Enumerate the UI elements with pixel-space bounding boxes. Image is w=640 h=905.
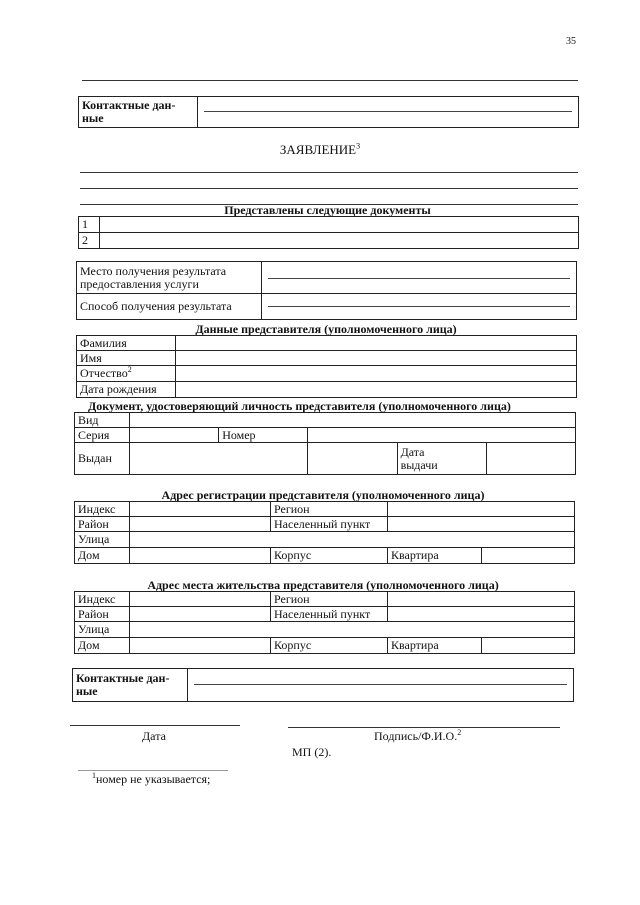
birthdate-label: Дата рождения — [77, 382, 176, 398]
document-row-field[interactable] — [100, 233, 579, 249]
res-district-field[interactable] — [130, 607, 271, 622]
contacts-bottom-table — [72, 668, 574, 702]
reg-street-label: Улица — [75, 532, 130, 548]
res-building-label: Корпус — [271, 638, 388, 654]
residence-address-caption: Адрес места жительства представителя (уполномоченного лица) — [147, 578, 499, 592]
id-issued-field-extra[interactable] — [308, 443, 397, 475]
res-house-label: Дом — [75, 638, 130, 654]
contacts-top-table — [78, 96, 579, 128]
footnote-rule — [78, 770, 228, 771]
signature-sup: 2 — [457, 728, 462, 737]
contacts-top-label: Контактные дан- ные — [79, 97, 198, 128]
registration-address-table — [74, 501, 575, 564]
statement-title-sup: 3 — [356, 141, 361, 151]
res-region-label: Регион — [271, 592, 388, 607]
documents-table — [78, 216, 579, 249]
result-method-field[interactable] — [262, 294, 577, 320]
result-place-label: Место получения результата предоставления услуги — [77, 262, 262, 294]
representative-table — [76, 335, 577, 398]
surname-label: Фамилия — [77, 336, 176, 351]
residence-address-table — [74, 591, 575, 654]
reg-district-label: Район — [75, 517, 130, 532]
id-issue-date-field[interactable] — [486, 443, 575, 475]
reg-region-field[interactable] — [388, 502, 575, 517]
reg-index-field[interactable] — [130, 502, 271, 517]
id-type-field[interactable] — [130, 413, 576, 428]
id-series-field[interactable] — [130, 428, 219, 443]
registration-address-caption: Адрес регистрации представителя (уполномоченного лица) — [161, 488, 485, 502]
id-issue-date-label: Дата выдачи — [397, 443, 486, 475]
document-row-field[interactable] — [100, 217, 579, 233]
name-label: Имя — [77, 351, 176, 366]
reg-house-field[interactable] — [130, 548, 271, 564]
res-apartment-field[interactable] — [481, 638, 575, 654]
footnote-text: номер не указывается; — [96, 772, 211, 786]
reg-district-field[interactable] — [130, 517, 271, 532]
res-district-label: Район — [75, 607, 130, 622]
statement-title-text: ЗАЯВЛЕНИЕ — [279, 142, 357, 157]
document-row-number: 2 — [79, 233, 100, 249]
res-street-label: Улица — [75, 622, 130, 638]
date-line[interactable] — [70, 725, 240, 726]
result-table — [76, 261, 577, 320]
reg-index-label: Индекс — [75, 502, 130, 517]
reg-apartment-field[interactable] — [481, 548, 575, 564]
reg-locality-field[interactable] — [388, 517, 575, 532]
patronymic-field[interactable] — [176, 366, 577, 382]
birthdate-field[interactable] — [176, 382, 577, 398]
id-issued-label: Выдан — [75, 443, 130, 475]
reg-apartment-label: Квартира — [388, 548, 482, 564]
res-locality-label: Населенный пункт — [271, 607, 388, 622]
id-number-field[interactable] — [308, 428, 576, 443]
reg-house-label: Дом — [75, 548, 130, 564]
res-locality-field[interactable] — [388, 607, 575, 622]
document-row-number: 1 — [79, 217, 100, 233]
reg-street-field[interactable] — [130, 532, 575, 548]
res-index-label: Индекс — [75, 592, 130, 607]
surname-field[interactable] — [176, 336, 577, 351]
result-place-field[interactable] — [262, 262, 577, 294]
reg-region-label: Регион — [271, 502, 388, 517]
res-region-field[interactable] — [388, 592, 575, 607]
id-document-caption: Документ, удостоверяющий личность представителя (уполномоченного лица) — [88, 399, 511, 413]
contacts-top-field[interactable] — [198, 97, 579, 128]
statement-line-2[interactable] — [80, 188, 578, 189]
contacts-bottom-label: Контактные дан- ные — [73, 669, 188, 702]
representative-caption: Данные представителя (уполномоченного лица) — [195, 322, 457, 336]
footnote-sup: 1 — [92, 771, 96, 780]
res-apartment-label: Квартира — [388, 638, 482, 654]
statement-line-1[interactable] — [80, 172, 578, 173]
id-type-label: Вид — [75, 413, 130, 428]
res-index-field[interactable] — [130, 592, 271, 607]
patronymic-sup: 2 — [127, 365, 132, 374]
id-issued-field[interactable] — [130, 443, 308, 475]
statement-title — [0, 142, 640, 158]
date-label: Дата — [142, 729, 166, 743]
signature-label: Подпись/Ф.И.О.$^2$ — [374, 728, 462, 743]
documents-caption: Представлены следующие документы — [224, 203, 431, 217]
patronymic-label: Отчество$^2$ — [77, 366, 176, 382]
page-number: 35 — [566, 36, 576, 47]
contacts-bottom-field[interactable] — [188, 669, 574, 702]
reg-locality-label: Населенный пункт — [271, 517, 388, 532]
top-rule — [82, 80, 578, 81]
id-document-table — [74, 412, 576, 475]
result-method-label: Способ получения результата — [77, 294, 262, 320]
stamp-label: МП (2). — [292, 745, 332, 759]
id-number-label: Номер — [219, 428, 308, 443]
name-field[interactable] — [176, 351, 577, 366]
res-house-field[interactable] — [130, 638, 271, 654]
footnote — [92, 772, 210, 787]
id-series-label: Серия — [75, 428, 130, 443]
reg-building-label: Корпус — [271, 548, 388, 564]
signature-line[interactable] — [288, 727, 560, 728]
res-street-field[interactable] — [130, 622, 575, 638]
